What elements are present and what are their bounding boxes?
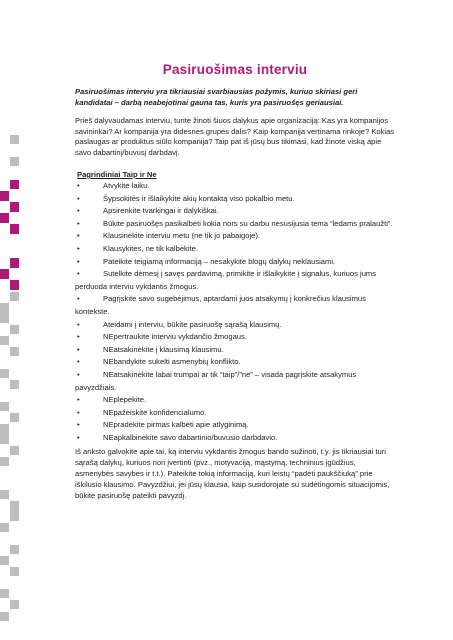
list-item-text: NEbandykite sukelti asmenybių konflikto. xyxy=(103,357,241,367)
list-item-text: NEapkalbinėkite savo dabartinio/buvusio darbdavio. xyxy=(103,432,278,442)
list-item-text: NEpertraukite interviu vykdančio žmogaus. xyxy=(103,332,247,342)
deco-square xyxy=(10,325,19,334)
deco-square xyxy=(0,424,9,444)
list-item-text: Apsirenkite tvarkingai ir dalykiškai. xyxy=(103,206,219,216)
deco-square xyxy=(10,258,19,268)
deco-square xyxy=(10,446,19,455)
deco-square xyxy=(10,180,19,189)
deco-square xyxy=(10,135,19,144)
deco-square xyxy=(0,556,9,565)
bullet-icon: • xyxy=(77,206,80,216)
list-item xyxy=(75,369,395,394)
bullet-icon: • xyxy=(77,294,80,304)
list-item-text: Pateikite teigiamą informaciją – nesakykite blogų dalykų neklausiami. xyxy=(103,256,336,266)
list-item xyxy=(75,218,395,231)
bullet-icon: • xyxy=(77,332,80,342)
page-title: Pasiruošimas interviu xyxy=(162,62,308,77)
list-item xyxy=(75,344,395,357)
deco-square xyxy=(0,369,9,378)
list-item xyxy=(75,193,395,206)
bullet-icon: • xyxy=(77,181,80,190)
deco-square xyxy=(10,280,19,290)
list-item xyxy=(75,407,395,420)
bullet-icon: • xyxy=(77,218,80,228)
bullet-icon: • xyxy=(77,193,80,203)
list-item-text: NEpradėkite pirmas kalbėti apie atlyginimą. xyxy=(103,420,249,430)
bullet-icon: • xyxy=(77,231,80,241)
list-item-text: NEatsakinėkite labai trumpai ar tik “taip”/”ne” – visada pagrįskite atsakymus pavyzdžiais. xyxy=(75,369,357,392)
list-item-text: Pagrįskite savo sugebėjimus, aptardami juos atsakymų į konkrečius klausimus kontekste. xyxy=(75,294,366,316)
deco-square xyxy=(0,191,9,201)
list-item xyxy=(75,331,395,344)
deco-square xyxy=(0,490,9,499)
deco-square xyxy=(10,224,19,234)
bullet-icon: • xyxy=(77,420,80,430)
list-item xyxy=(75,205,395,218)
bullet-icon: • xyxy=(77,344,80,354)
list-item-text: NEplepėkite. xyxy=(103,395,147,405)
deco-square xyxy=(10,157,19,166)
bullet-icon: • xyxy=(77,395,80,405)
list-item xyxy=(75,319,395,332)
deco-square xyxy=(0,589,9,598)
deco-square xyxy=(10,567,19,576)
deco-square xyxy=(0,336,9,345)
list-item xyxy=(75,180,395,193)
list-item xyxy=(75,356,395,369)
list-item-text: NEatsakinėkite į klausimą klausimu. xyxy=(103,344,224,354)
list-item xyxy=(75,268,395,293)
bullet-icon: • xyxy=(77,432,80,442)
deco-square xyxy=(10,292,19,301)
deco-square xyxy=(0,457,9,466)
deco-square xyxy=(0,303,9,323)
list-item-text: Klausykitės, ne tik kalbėkite. xyxy=(103,243,198,253)
list-item-text: Sutelkite dėmesį į savęs pardavimą, primikite ir išlaikykite į signalus, kuriuos jums perduoda interviu vykdantis žmogus. xyxy=(75,269,377,291)
bullet-icon: • xyxy=(77,319,80,329)
list-item-text: Atvykite laiku. xyxy=(103,181,150,190)
list-item xyxy=(75,293,395,318)
list-item xyxy=(75,256,395,269)
list-item-text: NEpažeiskite konfidencialumo. xyxy=(103,407,207,417)
deco-square xyxy=(10,545,19,554)
deco-square xyxy=(10,600,19,609)
deco-square xyxy=(0,523,9,532)
list-item-text: Būkite pasiruošęs pasikalbėti kokia nors su darbu nesusijusia tema “ledams pralaužti”. xyxy=(103,218,393,228)
list-item xyxy=(75,419,395,432)
organization-paragraph: Prieš dalyvaudamas interviu, turite žinoti šiuos dalykus apie organizaciją: Kas yra kompanijos savininkai? Ar kompanija yra didesnės grupės dalis? Kaip kompanija vertinama rinkoje? Kokias paslaugas ar produktus siūlo kompanija? Taip pat iš jūsų bus tikimasi, kad žinote viską apie savo dabartinį/buvusį darbdavį. xyxy=(75,116,395,157)
deco-square xyxy=(10,202,19,212)
list-item-text: Ateidami į interviu, būkite pasiruošę sąrašą klausimų. xyxy=(103,319,282,329)
deco-square xyxy=(10,413,19,422)
deco-square xyxy=(10,347,19,356)
bullet-icon: • xyxy=(77,369,80,379)
bullet-icon: • xyxy=(77,269,80,279)
list-item xyxy=(75,432,395,445)
bullet-icon: • xyxy=(77,407,80,417)
deco-square xyxy=(0,402,9,411)
deco-square xyxy=(0,269,9,279)
dos-donts-list xyxy=(75,180,395,444)
list-item-text: Klausinėkite interviu metu (ne tik jo pabaigoje). xyxy=(103,231,261,241)
list-item xyxy=(75,243,395,256)
list-item xyxy=(75,230,395,243)
bullet-icon: • xyxy=(77,357,80,367)
list-item-text: Šypsokitės ir išlaikykite akių kontaktą viso pokalbio metu. xyxy=(103,193,295,203)
deco-square xyxy=(0,612,9,621)
list-item xyxy=(75,394,395,407)
list-heading: Pagrindiniai Taip ir Ne xyxy=(77,170,157,179)
bullet-icon: • xyxy=(77,243,80,253)
deco-square xyxy=(0,213,9,223)
intro-paragraph: Pasiruošimas interviu yra tikriausiai svarbiausias požymis, kuriuo skiriasi geri kandidatai – darbą neabejotinai gauna tas, kuris yra pasiruošęs geriausiai. xyxy=(75,87,358,107)
deco-square xyxy=(10,501,19,521)
bullet-icon: • xyxy=(77,256,80,266)
closing-paragraph: Iš anksto galvokite apie tai, ką interviu vykdantis žmogus bando sužinoti, t.y. jis tikriausiai turi sąrašą dalykų, kuriuos nori įvertinti (pvz., motyvaciją, mąstymą, techninius įgūdžius, asmenybės savybes ir t.t.). Pateikite tokią informaciją, kuri leistų “padėti paukščiuką” prie iškilusio klausimo. Pavyzdžiui, jei jūsų klausia, kaip susidorojate su sudėtingomis situacijomis, būkite pasiruošę pateikti pavyzdį. xyxy=(75,447,390,500)
deco-square xyxy=(10,380,19,389)
